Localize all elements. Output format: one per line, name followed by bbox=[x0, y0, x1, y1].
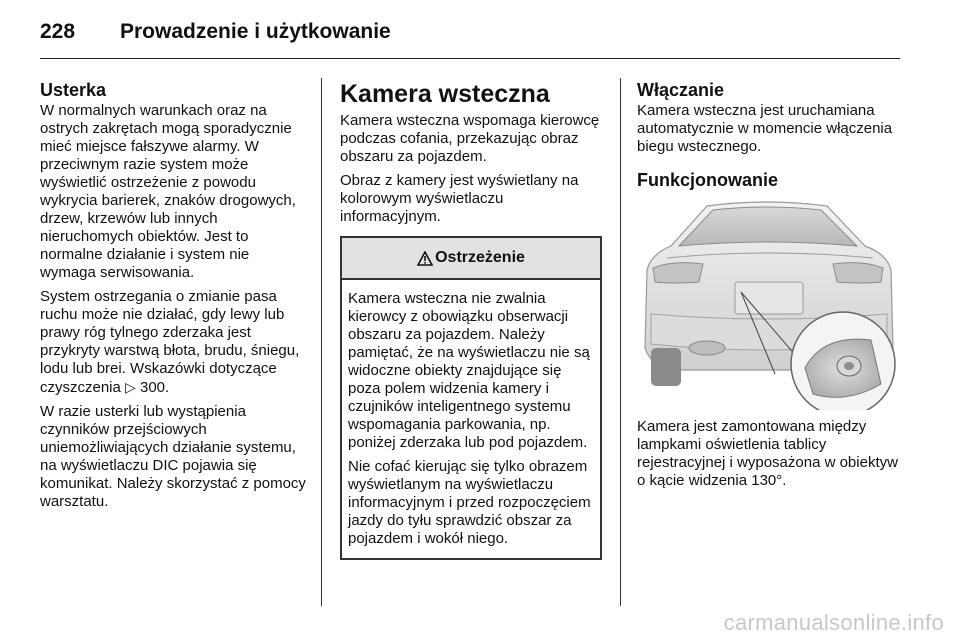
column-usterka bbox=[40, 80, 306, 517]
section-heading-wlaczanie: Włączanie bbox=[637, 80, 725, 100]
column-divider-1 bbox=[321, 78, 322, 606]
warning-triangle-icon bbox=[417, 251, 433, 266]
page-number: 228 bbox=[40, 20, 76, 43]
warning-header bbox=[342, 238, 600, 280]
warning-paragraph: Nie cofać kierując się tylko obrazem wyświetlanym na wyświetlaczu informacyjnym i przed rozpoczęciem jazdy do tyłu sprawdzić obszar za pojazdem i wokół niego. bbox=[348, 458, 591, 547]
car-rear-camera-illustration bbox=[637, 198, 899, 410]
paragraph: Kamera jest zamontowana między lampkami oświetlenia tablicy rejestracyjnej i wyposażona w obiektyw o kącie widzenia 130°. bbox=[637, 418, 898, 489]
column-divider-2 bbox=[620, 78, 621, 606]
paragraph: Kamera wsteczna jest uruchamiana automatycznie w momencie włączenia biegu wstecznego. bbox=[637, 102, 893, 155]
warning-box bbox=[340, 236, 602, 560]
warning-body bbox=[342, 280, 600, 558]
chapter-title: Prowadzenie i użytkowanie bbox=[120, 20, 391, 43]
column-kamera bbox=[340, 80, 604, 560]
paragraph: W razie usterki lub wystąpienia czynników przejściowych uniemożliwiających działanie systemu, na wyświetlaczu DIC pojawia się komunikat. Należy skorzystać z pomocy warsztatu. bbox=[40, 403, 306, 510]
paragraph: Kamera wsteczna wspomaga kierowcę podczas cofania, przekazując obraz obszaru za pojazdem. bbox=[340, 112, 600, 165]
column-wlaczanie bbox=[637, 80, 902, 496]
section-heading-funkcjonowanie: Funkcjonowanie bbox=[637, 170, 779, 190]
paragraph-cleaning bbox=[40, 288, 306, 397]
paragraph: Obraz z kamery jest wyświetlany na kolorowym wyświetlaczu informacyjnym. bbox=[340, 172, 579, 225]
car-rear-icon bbox=[637, 198, 899, 410]
section-title-kamera: Kamera wsteczna bbox=[340, 80, 550, 108]
warning-title: Ostrzeżenie bbox=[435, 249, 525, 266]
paragraph: W normalnych warunkach oraz na ostrych zakrętach mogą sporadycznie mieć miejsce fałszywe alarmy. W przeciwnym razie system może wyświetlić ostrzeżenie z powodu wykrycia barierek, znaków drogowych, drzew, krzewów lub innych nieruchomych obiektów. Jest to normalne działanie i system nie wymaga serwisowania. bbox=[40, 102, 296, 281]
page-reference[interactable]: 300. bbox=[139, 379, 170, 396]
page-header bbox=[40, 18, 900, 59]
watermark: carmanualsonline.info bbox=[723, 610, 944, 635]
section-heading-usterka: Usterka bbox=[40, 80, 107, 100]
page-reference-icon[interactable]: ▷ bbox=[125, 379, 136, 395]
paragraph-text: System ostrzegania o zmianie pasa ruchu może nie działać, gdy lewy lub prawy róg tylnego zderzaka jest przykryty warstwą błota, brudu, śniegu, lodu lub brei. Wskazówki dotyczące czyszczenia bbox=[40, 288, 300, 396]
warning-paragraph: Kamera wsteczna nie zwalnia kierowcy z obowiązku obserwacji obszaru za pojazdem. Należy pamiętać, że na wyświetlaczu nie są widoczne obiekty znajdujące się poza polem widzenia kamery i czujników inteligentnego systemu wspomagania parkowania, np. poniżej zderzaka lub pod pojazdem. bbox=[348, 290, 590, 451]
